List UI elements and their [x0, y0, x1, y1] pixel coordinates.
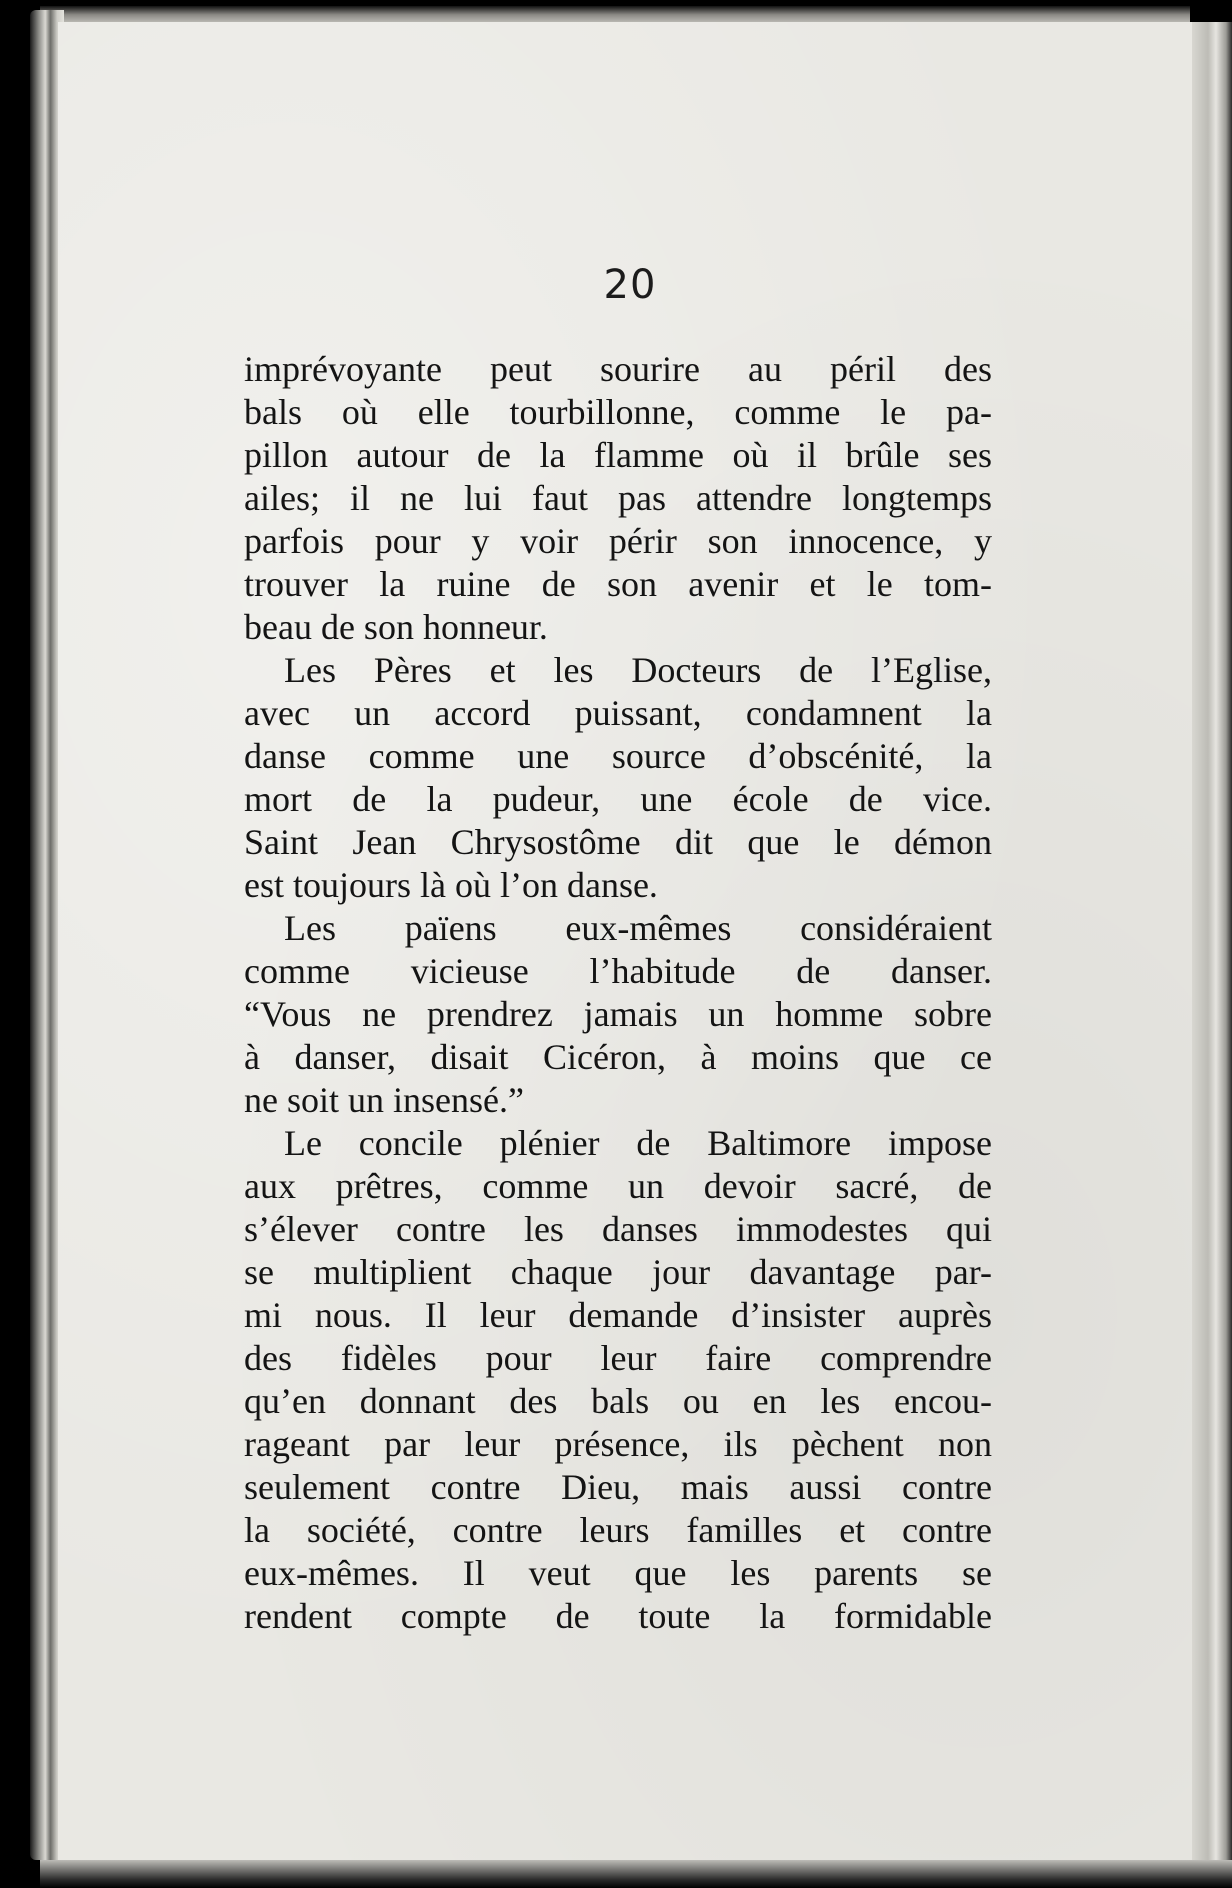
text-line: bals où elle tourbillonne, comme le pa-	[244, 392, 992, 432]
text-line: eux-mêmes. Il veut que les parents se	[244, 1553, 992, 1593]
text-line: la société, contre leurs familles et contre	[244, 1510, 992, 1550]
text-line: Les Pères et les Docteurs de l’Eglise,	[284, 650, 992, 690]
text-line: des fidèles pour leur faire comprendre	[244, 1338, 992, 1378]
text-line: se multiplient chaque jour davantage par-	[244, 1252, 992, 1292]
text-line: Le concile plénier de Baltimore impose	[284, 1123, 992, 1163]
text-line: “Vous ne prendrez jamais un homme sobre	[244, 994, 992, 1034]
text-line: seulement contre Dieu, mais aussi contre	[244, 1467, 992, 1507]
text-line: danse comme une source d’obscénité, la	[244, 736, 992, 776]
text-line: est toujours là où l’on danse.	[244, 865, 658, 905]
text-line: avec un accord puissant, condamnent la	[244, 693, 992, 733]
text-line: à danser, disait Cicéron, à moins que ce	[244, 1037, 992, 1077]
text-line: imprévoyante peut sourire au péril des	[244, 349, 992, 389]
text-line: beau de son honneur.	[244, 607, 548, 647]
text-line: ne soit un insensé.”	[244, 1080, 524, 1120]
text-line: aux prêtres, comme un devoir sacré, de	[244, 1166, 992, 1206]
text-line: mi nous. Il leur demande d’insister auprès	[244, 1295, 992, 1335]
text-line: Saint Jean Chrysostôme dit que le démon	[244, 822, 992, 862]
text-line: comme vicieuse l’habitude de danser.	[244, 951, 992, 991]
text-line: qu’en donnant des bals ou en les encou-	[244, 1381, 992, 1421]
text-line: Les païens eux-mêmes considéraient	[284, 908, 992, 948]
text-line: s’élever contre les danses immodestes qui	[244, 1209, 992, 1249]
page-number: 20	[603, 262, 657, 308]
text-line: rendent compte de toute la formidable	[244, 1596, 992, 1636]
text-line: ailes; il ne lui faut pas attendre longtemps	[244, 478, 992, 518]
page-stack-edge	[1192, 22, 1232, 1868]
text-line: pillon autour de la flamme où il brûle ses	[244, 435, 992, 475]
body-text	[244, 348, 992, 1638]
text-line: trouver la ruine de son avenir et le tom-	[244, 564, 992, 604]
text-line: mort de la pudeur, une école de vice.	[244, 779, 992, 819]
page-bottom-shadow	[40, 1860, 1232, 1888]
text-line: parfois pour y voir périr son innocence, y	[244, 521, 992, 561]
text-line: rageant par leur présence, ils pèchent non	[244, 1424, 992, 1464]
